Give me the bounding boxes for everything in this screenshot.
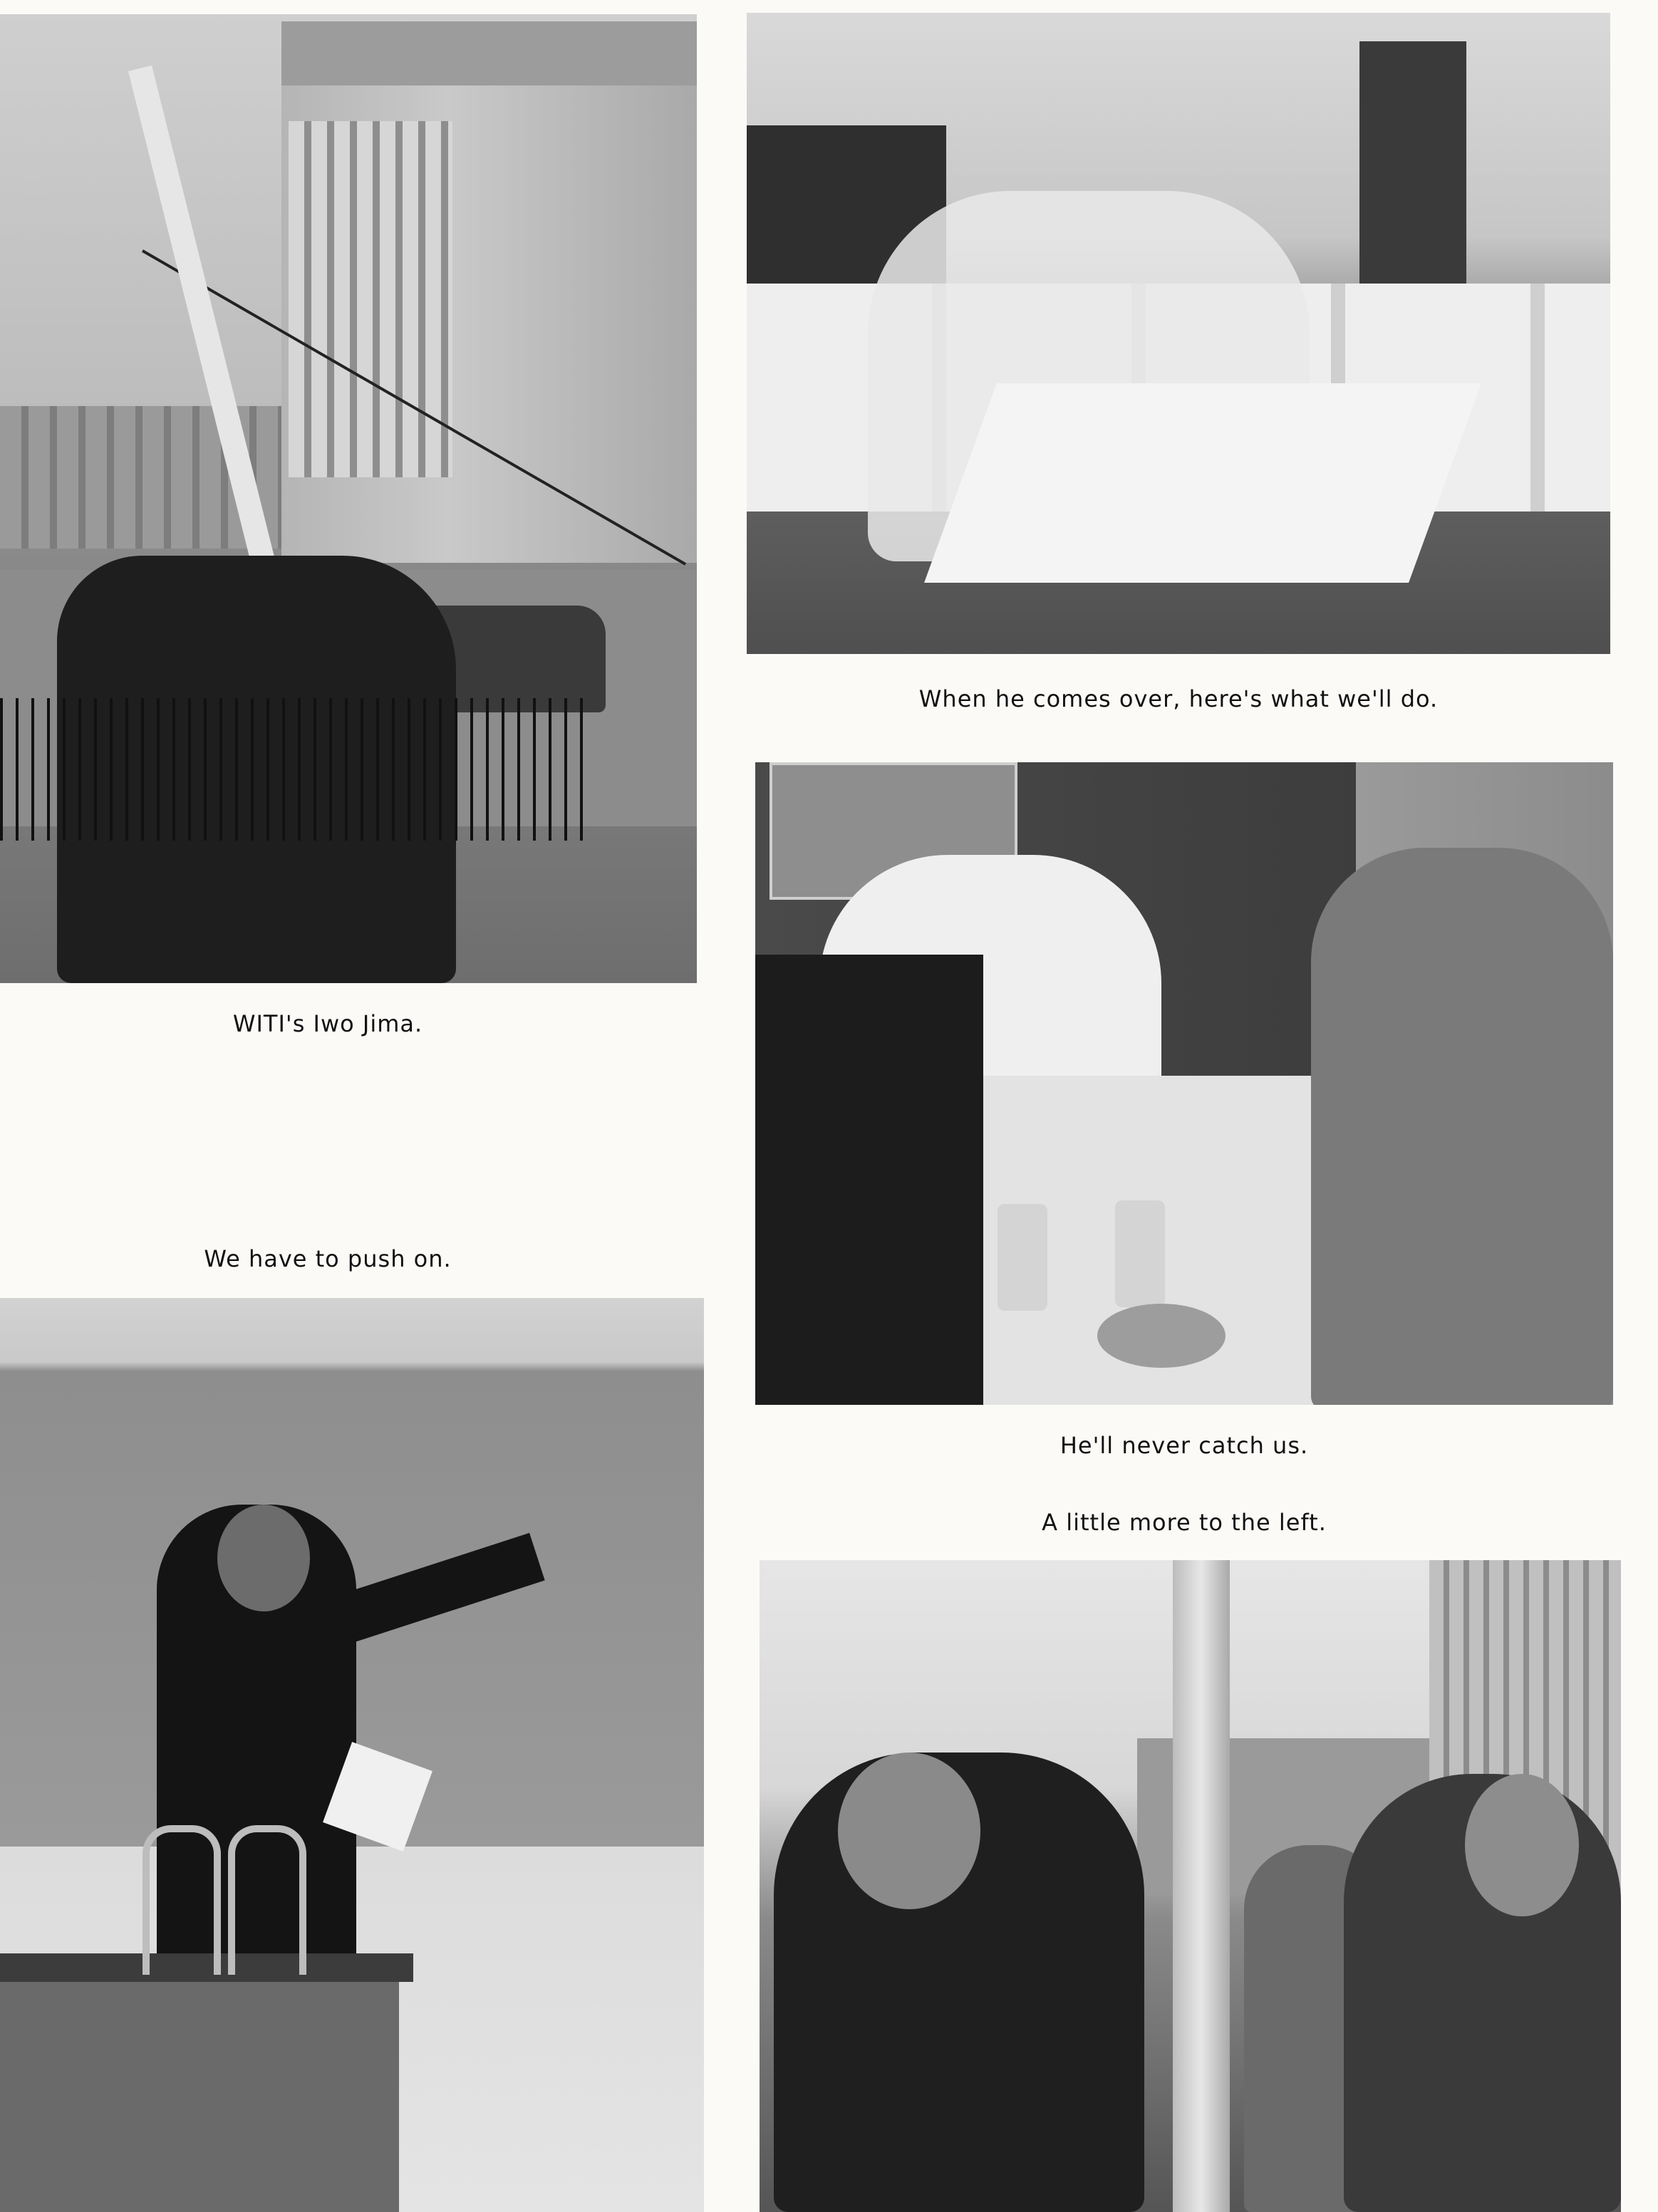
caption-push-on: We have to push on. (204, 1245, 452, 1272)
building-cornice (281, 21, 697, 85)
drawing-sheet (924, 383, 1481, 583)
iron-fence (0, 698, 591, 841)
caption-iwo-jima: WITI's Iwo Jima. (232, 1010, 423, 1037)
flag-pole (1173, 1560, 1230, 2212)
caption-comes-over: When he comes over, here's what we'll do. (918, 685, 1439, 712)
soda-can (1115, 1200, 1165, 1307)
faucet (143, 1825, 221, 1975)
photo-holding-pole (760, 1560, 1621, 2212)
photo-teacher-blackboard (0, 1298, 704, 2212)
teacher-head (217, 1505, 310, 1611)
photo-card-game (755, 762, 1613, 1405)
doorway (1359, 41, 1466, 312)
photo-pole-raising (0, 14, 697, 983)
lab-desk (0, 1968, 399, 2212)
player-plaid-shirt (1311, 848, 1613, 1405)
building-columns (289, 121, 452, 477)
caption-more-left: A little more to the left. (1042, 1509, 1327, 1536)
ashtray (1097, 1304, 1226, 1368)
man-left-face (838, 1753, 980, 1909)
photo-drafting-room (747, 13, 1610, 654)
faucet (228, 1825, 306, 1975)
soda-can (998, 1204, 1047, 1311)
man-right-face (1465, 1774, 1579, 1916)
caption-never-catch: He'll never catch us. (1059, 1432, 1309, 1459)
player-dark-sweater (755, 955, 983, 1405)
